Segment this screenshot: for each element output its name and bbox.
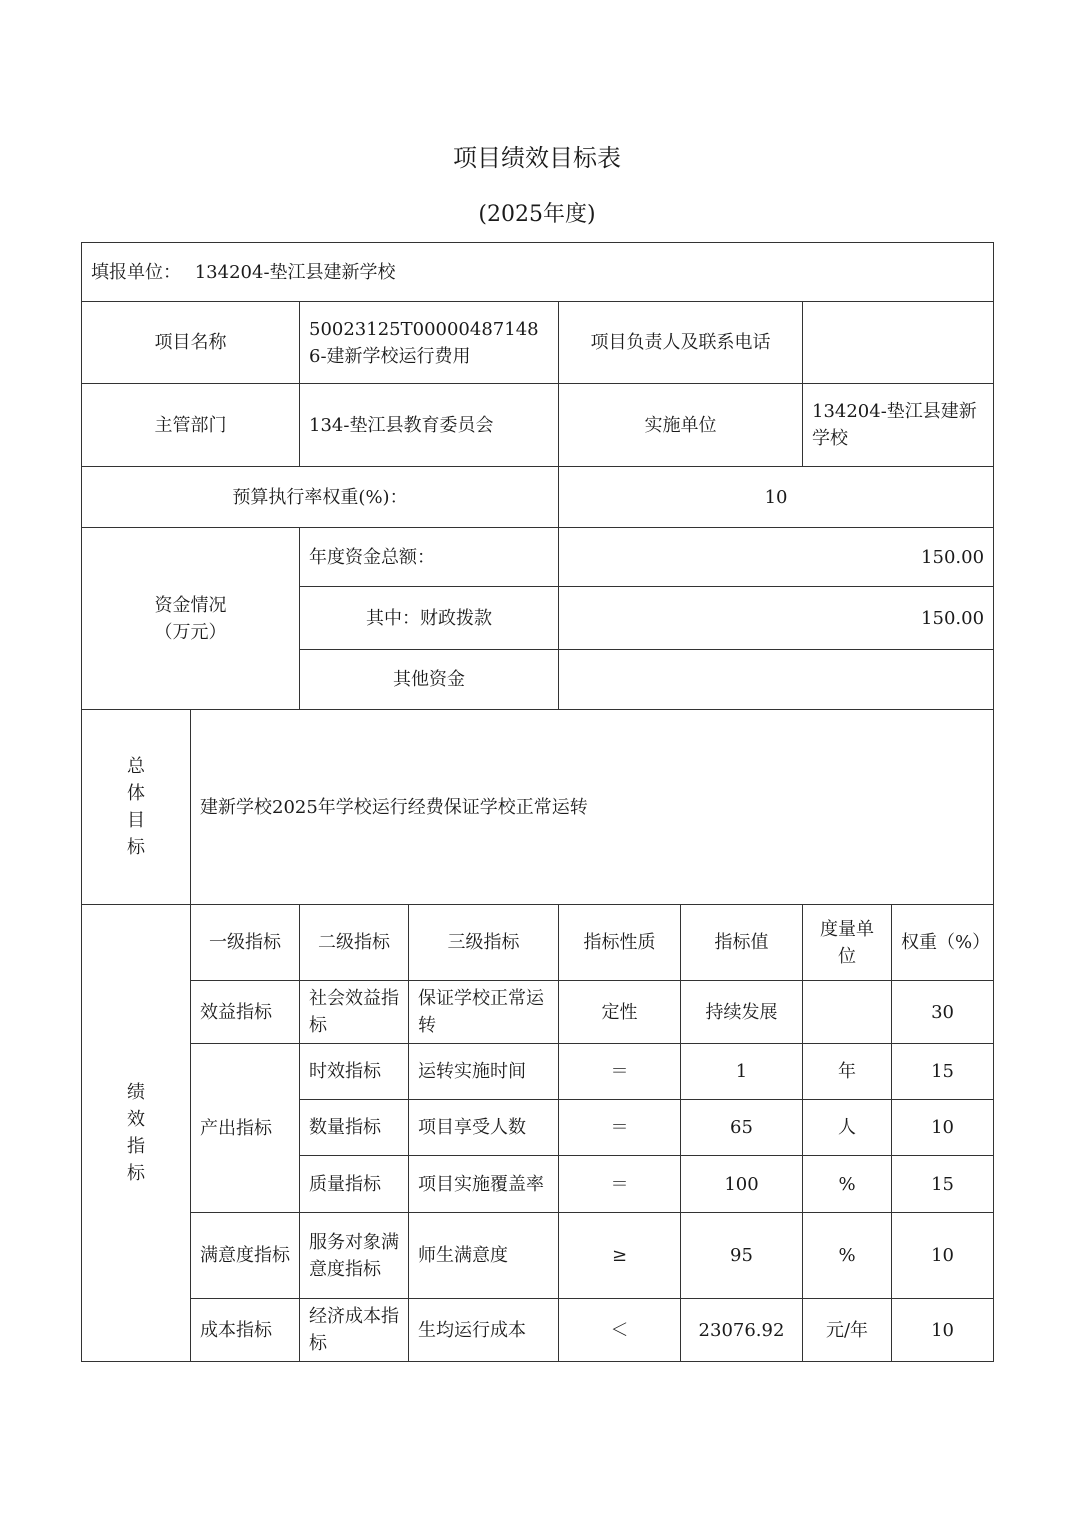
unit-cell: 元/年 <box>803 1299 892 1362</box>
unit-cell: 人 <box>803 1100 892 1156</box>
header-cell: 权重（%） <box>892 905 994 981</box>
funds-total-value: 150.00 <box>559 528 994 587</box>
level2-cell: 经济成本指标 <box>300 1299 409 1362</box>
value-cell: 持续发展 <box>681 981 803 1044</box>
funds-fiscal-value: 150.00 <box>559 587 994 650</box>
page-title: 项目绩效目标表 <box>453 144 621 172</box>
goal-label-char: 总 <box>127 756 145 777</box>
nature-cell: 定性 <box>559 981 681 1044</box>
weight-cell: 10 <box>892 1100 994 1156</box>
weight-cell: 15 <box>892 1156 994 1213</box>
perf-label-char: 标 <box>127 1163 145 1184</box>
funds-other-label: 其他资金 <box>300 650 559 710</box>
value-cell: 1 <box>681 1044 803 1100</box>
project-contact-label: 项目负责人及联系电话 <box>559 302 803 384</box>
perf-label <box>82 905 191 1362</box>
budget-weight-row <box>82 467 994 528</box>
goal-label-char: 标 <box>127 837 145 858</box>
level1-cell: 产出指标 <box>191 1044 300 1213</box>
perf-header-row <box>82 905 994 981</box>
perf-label-char: 绩 <box>127 1082 145 1103</box>
funds-total-label: 年度资金总额： <box>300 528 559 587</box>
project-contact-value <box>803 302 994 384</box>
project-row <box>82 302 994 384</box>
level3-cell: 项目享受人数 <box>409 1100 559 1156</box>
reporting-unit-value: 134204-垫江县建新学校 <box>194 261 396 283</box>
funds-label-unit: （万元） <box>154 621 227 643</box>
funds-label <box>82 528 300 710</box>
reporting-unit-cell <box>82 243 994 302</box>
dept-row <box>82 384 994 467</box>
budget-weight-value: 10 <box>559 467 994 528</box>
weight-cell: 15 <box>892 1044 994 1100</box>
header-cell: 三级指标 <box>409 905 559 981</box>
nature-cell: ≥ <box>559 1213 681 1299</box>
header-cell: 一级指标 <box>191 905 300 981</box>
budget-weight-label: 预算执行率权重(%)： <box>82 467 559 528</box>
goal-label <box>82 710 191 905</box>
perf-label-char: 指 <box>127 1136 145 1157</box>
weight-cell: 10 <box>892 1213 994 1299</box>
level3-cell: 生均运行成本 <box>409 1299 559 1362</box>
impl-unit-value: 134204-垫江县建新学校 <box>803 384 994 467</box>
nature-cell: ＝ <box>559 1100 681 1156</box>
funds-fiscal-label: 其中：财政拨款 <box>300 587 559 650</box>
goal-label-char: 体 <box>127 783 145 804</box>
unit-cell <box>803 981 892 1044</box>
weight-cell: 10 <box>892 1299 994 1362</box>
level2-cell: 社会效益指标 <box>300 981 409 1044</box>
project-name-value: 50023125T000004871486-建新学校运行费用 <box>300 302 559 384</box>
performance-target-table <box>81 242 994 1362</box>
level3-cell: 保证学校正常运转 <box>409 981 559 1044</box>
header-cell: 度量单位 <box>803 905 892 981</box>
dept-label: 主管部门 <box>82 384 300 467</box>
level3-cell: 项目实施覆盖率 <box>409 1156 559 1213</box>
level2-cell: 时效指标 <box>300 1044 409 1100</box>
goal-row <box>82 710 994 905</box>
unit-cell: 年 <box>803 1044 892 1100</box>
value-cell: 95 <box>681 1213 803 1299</box>
level1-cell: 效益指标 <box>191 981 300 1044</box>
funds-label-main: 资金情况 <box>154 594 227 616</box>
value-cell: 23076.92 <box>681 1299 803 1362</box>
table-row <box>82 1299 994 1362</box>
nature-cell: ＜ <box>559 1299 681 1362</box>
reporting-unit-label: 填报单位： <box>91 261 181 283</box>
header-cell: 指标值 <box>681 905 803 981</box>
perf-label-char: 效 <box>127 1109 145 1130</box>
level2-cell: 服务对象满意度指标 <box>300 1213 409 1299</box>
page-subtitle: (2025年度) <box>478 202 596 227</box>
weight-cell: 30 <box>892 981 994 1044</box>
level3-cell: 师生满意度 <box>409 1213 559 1299</box>
level3-cell: 运转实施时间 <box>409 1044 559 1100</box>
level2-cell: 数量指标 <box>300 1100 409 1156</box>
nature-cell: ＝ <box>559 1156 681 1213</box>
table-row <box>82 981 994 1044</box>
goal-label-char: 目 <box>127 810 145 831</box>
unit-cell: % <box>803 1156 892 1213</box>
goal-text: 建新学校2025年学校运行经费保证学校正常运转 <box>191 710 994 905</box>
dept-value: 134-垫江县教育委员会 <box>300 384 559 467</box>
level1-cell: 成本指标 <box>191 1299 300 1362</box>
project-name-label: 项目名称 <box>82 302 300 384</box>
value-cell: 100 <box>681 1156 803 1213</box>
level2-cell: 质量指标 <box>300 1156 409 1213</box>
header-cell: 二级指标 <box>300 905 409 981</box>
impl-unit-label: 实施单位 <box>559 384 803 467</box>
funds-other-value <box>559 650 994 710</box>
value-cell: 65 <box>681 1100 803 1156</box>
nature-cell: ＝ <box>559 1044 681 1100</box>
table-row <box>82 1044 994 1100</box>
level1-cell: 满意度指标 <box>191 1213 300 1299</box>
funds-total-row <box>82 528 994 587</box>
table-row <box>82 1213 994 1299</box>
header-cell: 指标性质 <box>559 905 681 981</box>
unit-row <box>82 243 994 302</box>
unit-cell: % <box>803 1213 892 1299</box>
